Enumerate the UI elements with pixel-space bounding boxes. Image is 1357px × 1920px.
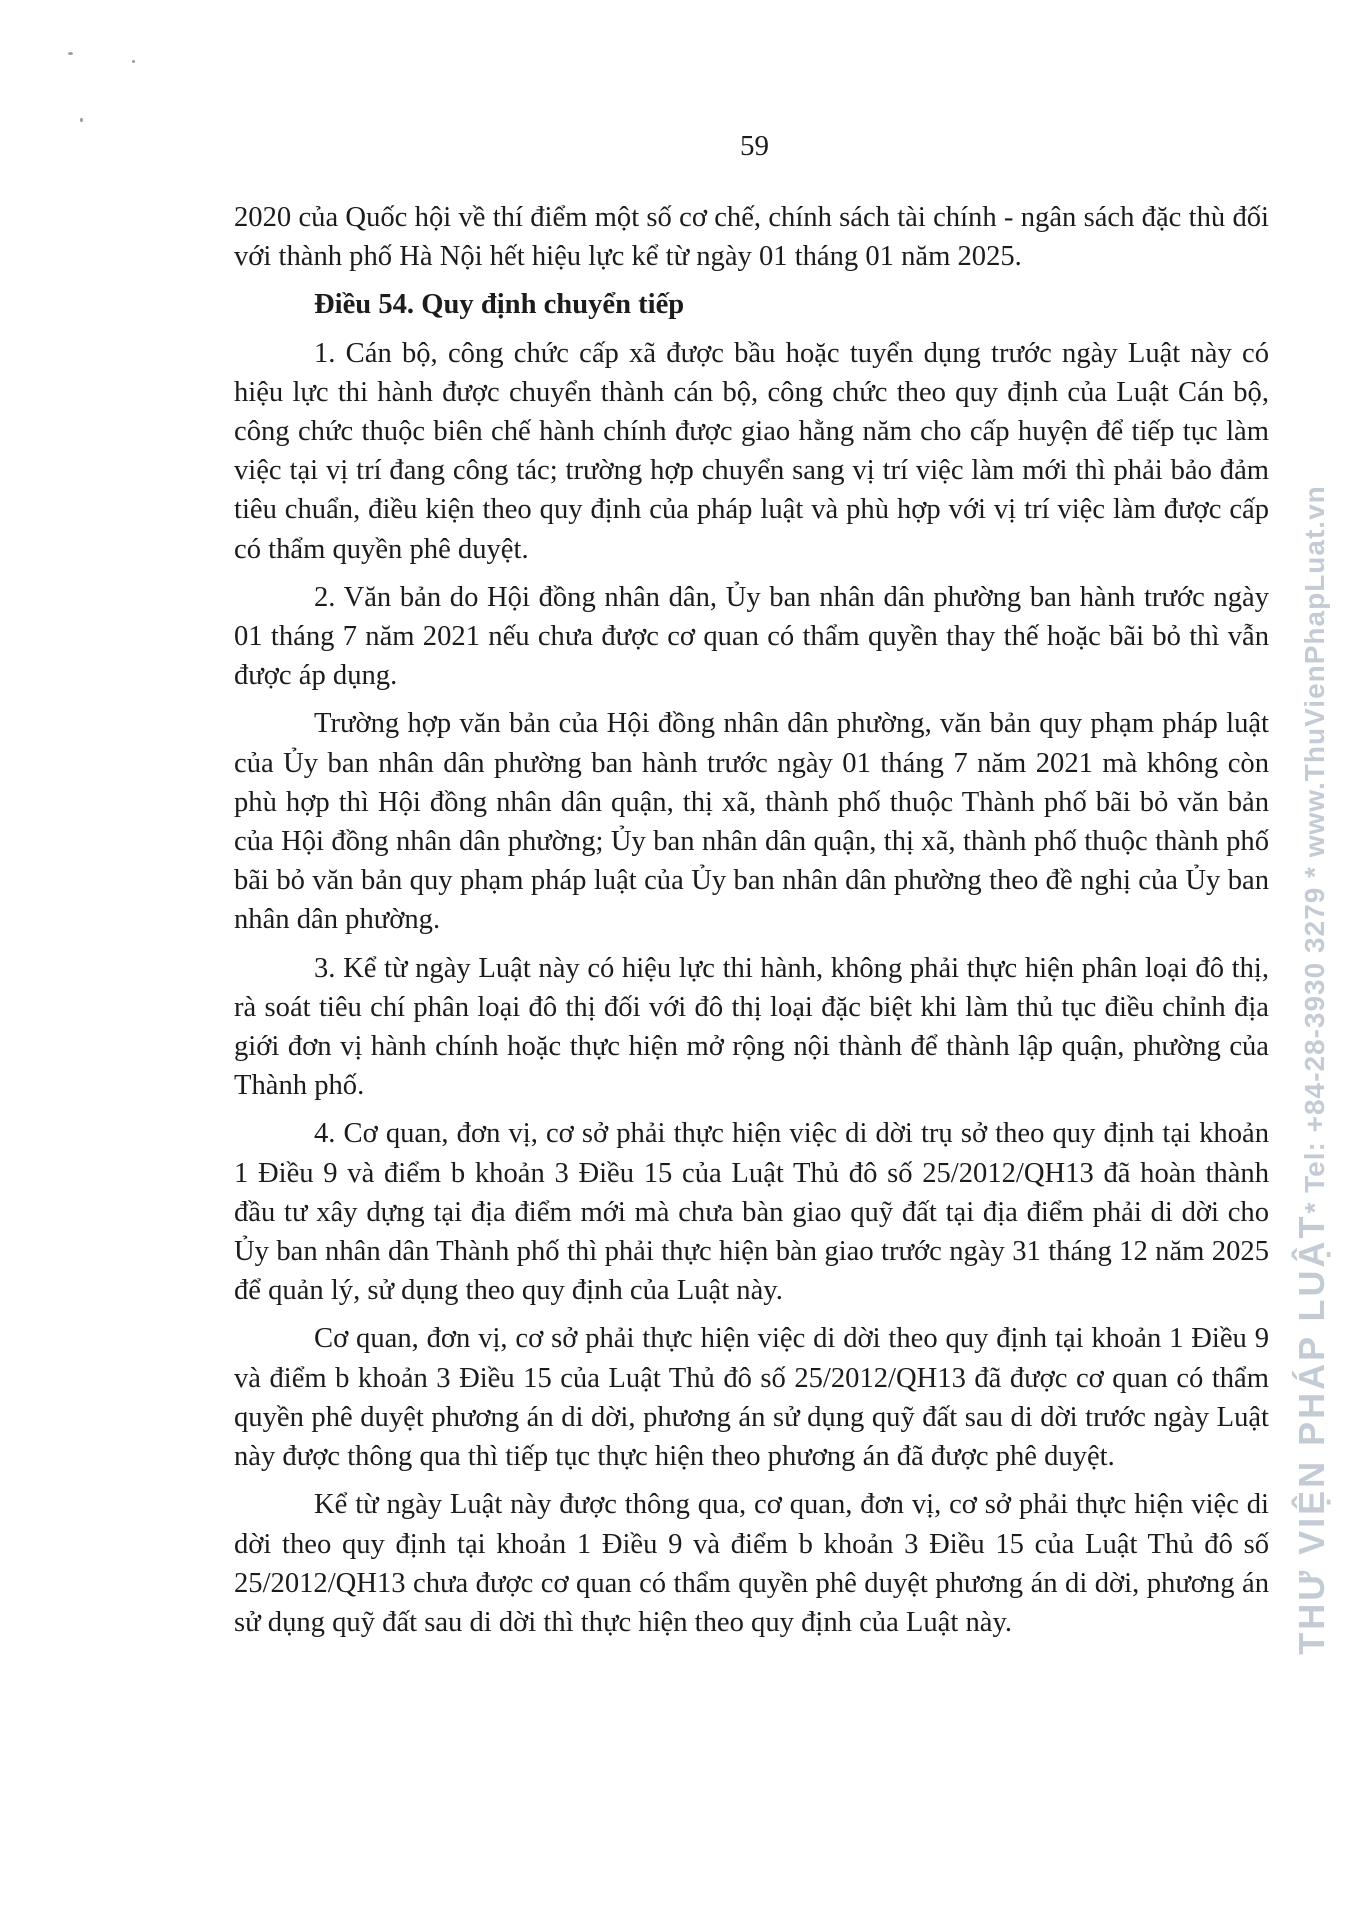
page-number: 59 (740, 130, 769, 162)
clause-2-continuation: Trường hợp văn bản của Hội đồng nhân dân phường, văn bản quy phạm pháp luật của Ủy ban nhân dân phường ban hành trước ngày 01 tháng 7 năm 2021 mà không còn phù hợp thì Hội đồng nhân dân quận, thị xã, thành phố thuộc Thành phố bãi bỏ văn bản của Hội đồng nhân dân phường; Ủy ban nhân dân quận, thị xã, thành phố thuộc thành phố bãi bỏ văn bản quy phạm pháp luật của Ủy ban nhân dân phường theo đề nghị của Ủy ban nhân dân phường. (234, 708, 1269, 936)
clause-4: 4. Cơ quan, đơn vị, cơ sở phải thực hiện việc di dời trụ sở theo quy định tại khoản 1 Điều 9 và điểm b khoản 3 Điều 15 của Luật Thủ đô số 25/2012/QH13 đã hoàn thành đầu tư xây dựng tại địa điểm mới mà chưa bàn giao quỹ đất tại địa điểm phải di dời cho Ủy ban nhân dân Thành phố thì phải thực hiện bàn giao trước ngày 31 tháng 12 năm 2025 để quản lý, sử dụng theo quy định của Luật này. (234, 1118, 1269, 1307)
article-title: Điều 54. Quy định chuyển tiếp (314, 289, 685, 321)
watermark (1291, 485, 1333, 1655)
watermark-contact: * Tel: +84-28-3930 3279 * www.ThuVienPhapLuat.vn (1299, 485, 1330, 1214)
clause-2: 2. Văn bản do Hội đồng nhân dân, Ủy ban nhân dân phường ban hành trước ngày 01 tháng 7 năm 2021 nếu chưa được cơ quan có thẩm quyền thay thế hoặc bãi bỏ thì vẫn được áp dụng. (234, 581, 1269, 692)
clause-4-continuation-1: Cơ quan, đơn vị, cơ sở phải thực hiện việc di dời theo quy định tại khoản 1 Điều 9 và điểm b khoản 3 Điều 15 của Luật Thủ đô số 25/2012/QH13 đã được cơ quan có thẩm quyền phê duyệt phương án di dời, phương án sử dụng quỹ đất sau di dời trước ngày Luật này được thông qua thì tiếp tục thực hiện theo phương án đã được phê duyệt. (234, 1323, 1269, 1473)
clause-1: 1. Cán bộ, công chức cấp xã được bầu hoặc tuyển dụng trước ngày Luật này có hiệu lực thi hành được chuyển thành cán bộ, công chức theo quy định của Luật Cán bộ, công chức thuộc biên chế hành chính được giao hằng năm cho cấp huyện để tiếp tục làm việc tại vị trí đang công tác; trường hợp chuyển sang vị trí việc làm mới thì phải bảo đảm tiêu chuẩn, điều kiện theo quy định của pháp luật và phù hợp với vị trí việc làm được cấp có thẩm quyền phê duyệt. (234, 337, 1269, 565)
clause-3: 3. Kể từ ngày Luật này có hiệu lực thi hành, không phải thực hiện phân loại đô thị, rà soát tiêu chí phân loại đô thị đối với đô thị loại đặc biệt khi làm thủ tục điều chỉnh địa giới đơn vị hành chính hoặc thực hiện mở rộng nội thành để thành lập quận, phường của Thành phố. (234, 952, 1269, 1102)
scan-speck (132, 60, 135, 63)
clause-4-continuation-2: Kể từ ngày Luật này được thông qua, cơ quan, đơn vị, cơ sở phải thực hiện việc di dời theo quy định tại khoản 1 Điều 9 và điểm b khoản 3 Điều 15 của Luật Thủ đô số 25/2012/QH13 chưa được cơ quan có thẩm quyền phê duyệt phương án di dời, phương án sử dụng quỹ đất sau di dời thì thực hiện theo quy định của Luật này. (234, 1489, 1269, 1638)
intro-paragraph: 2020 của Quốc hội về thí điểm một số cơ chế, chính sách tài chính - ngân sách đặc thù đối với thành phố Hà Nội hết hiệu lực kể từ ngày 01 tháng 01 năm 2025. (234, 202, 1269, 273)
watermark-brand: THƯ VIỆN PHÁP LUẬT (1291, 1213, 1332, 1655)
document-body (234, 198, 1269, 1651)
scan-speck (80, 118, 83, 122)
scan-speck (68, 52, 73, 55)
